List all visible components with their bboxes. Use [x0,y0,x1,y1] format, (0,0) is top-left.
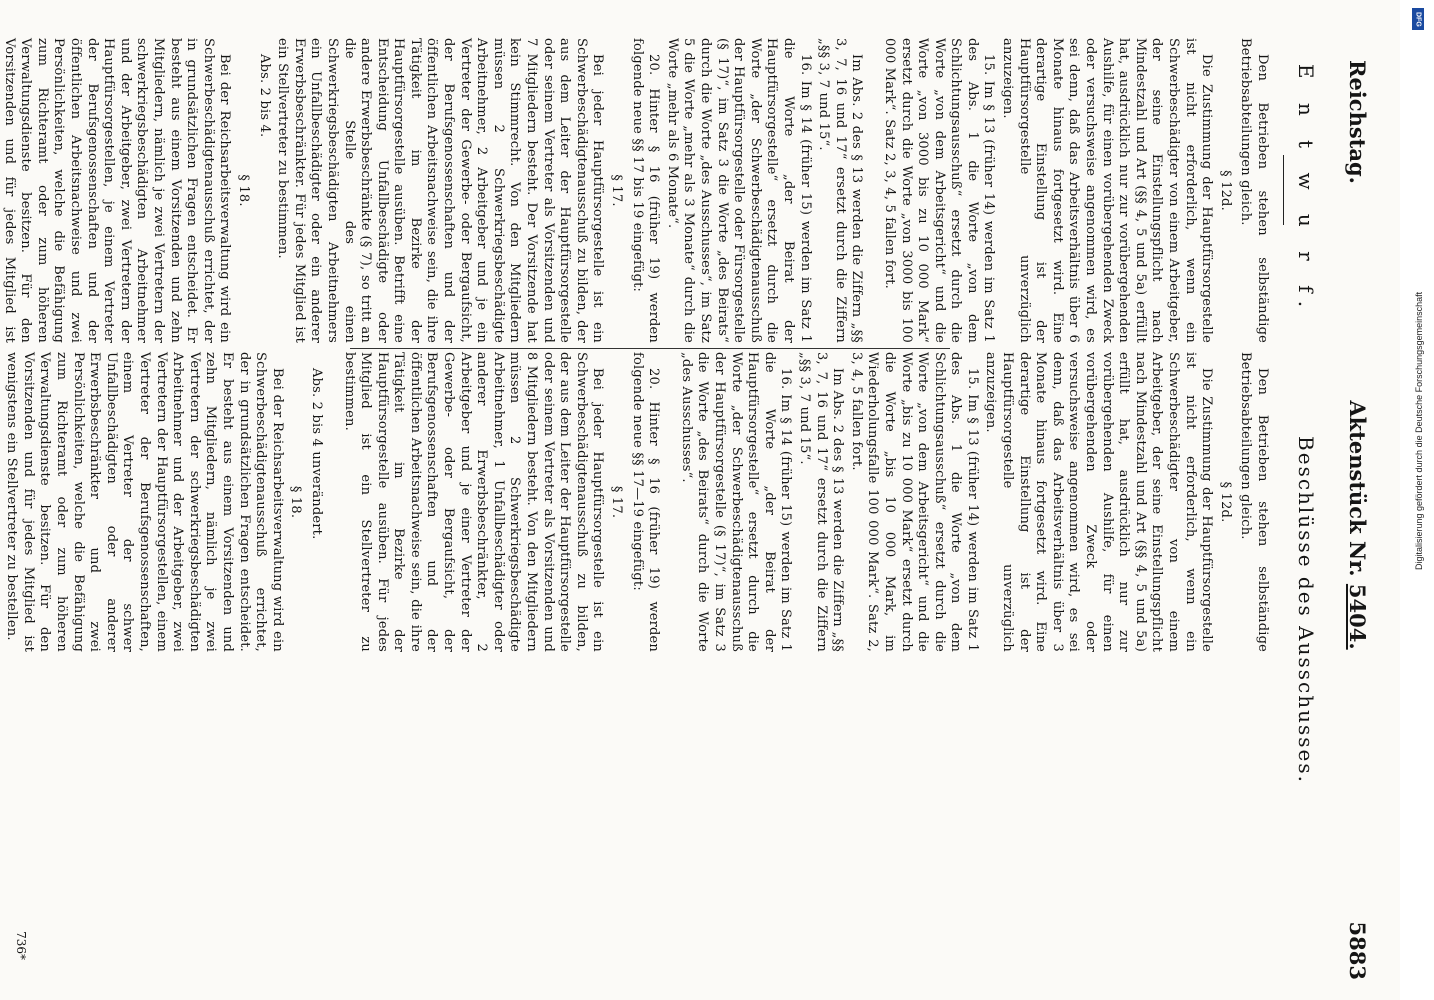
rotated-page [1,0,1380,1000]
spacer [661,352,675,652]
credit-text: Digitalisierung gefördert durch die Deutsche Forschungsgemeinschaft [1414,291,1424,570]
right-section-heading: § 17. [609,485,625,519]
header-center-prefix: Aktenstück Nr. [1345,400,1370,577]
right-paragraph: Im Abs. 2 des § 13 werden die Ziffern „§§ 3, 7, 16 und 17“ ersetzt durch die Ziffern „§§ 3, 7 und 15“. [796,352,846,652]
left-column-heading: E n t w u r f. [1294,63,1318,317]
left-paragraph: Den Betrieben stehen selbständige Betriebsabteilungen gleich. [1238,38,1270,343]
left-column [0,38,1270,343]
spacer [324,352,338,652]
right-paragraph [0,352,1,652]
digitization-credit [1400,0,1434,1000]
column-divider [350,348,950,349]
left-paragraph: Im Abs. 2 des § 13 werden die Ziffern „§§ 3, 7, 16 und 17“ ersetzt durch die Ziffern „§§ 3, 7 und 15“. [816,38,865,343]
right-paragraph: Bei der Reichsarbeitsverwaltung wird ein Schwerbeschädigtenausschuß errichtet, der in grundsätzlichen Fragen entscheidet. Er besteht aus einem Vorsitzenden und zehn Mitgliedern, nämlich je zwei Vertretern der schwerkriegsbeschädigten Arbeitnehmer und der Arbeitgeber, zwei Vertretern der Hauptfürsorgestellen, einem Vertreter der Berufsgenossenschaften, einem Vertreter der schwer Unfallbeschädigten oder anderer Erwerbsbeschränkter und zwei Persönlichkeiten, welche die Befähigung zum Richteramt oder zum höheren Verwaltungsdienste besitzen. Für den Vorsitzenden und für jedes Mitglied ist wenigstens ein Stellvertreter zu bestellen. [4,352,285,652]
right-paragraph: Die Zustimmung der Hauptfürsorgestelle ist nicht erforderlich, wenn ein Schwerbeschädigter von einem Arbeitgeber, der seine Einstellungspflicht nach Mindestzahl und Art (§§ 4, 5 und 5a) erfüllt hat, ausdrücklich nur zur vorübergehenden Aushilfe, für einen vorübergehenden Zweck oder versuchsweise angenommen wird, es sei denn, daß das Arbeitsverhältnis über 3 Monate hinaus fortgesetzt wird. Eine derartige Einstellung ist der Hauptfürsorgestelle unverzüglich anzuzeigen. [983,352,1215,652]
page-number: 5883 [1345,921,1370,980]
header-center [1340,360,1370,690]
left-paragraph: Bei jeder Hauptfürsorgestelle ist ein Schwerbeschädigtenausschuß zu bilden, der aus dem Leiter der Hauptfürsorgestelle oder seinem Vertreter als Vorsitzenden und 7 Mitgliedern besteht. Der Vorsitzende hat kein Stimmrecht. Von den Mitgliedern müssen 2 Schwerkriegsbeschädigte Arbeitnehmer, 2 Arbeitgeber und je ein Vertreter der Gewerbe- oder Bergaufsicht, der Berufsgenossenschaften und der öffentlichen Arbeitsnachweise sein, die ihre Tätigkeit im Bezirke der Hauptfürsorgestelle ausüben. Betrifft eine Entscheidung Unfallbeschädigte oder andere Erwerbsbeschränkte (§ 7), so tritt an die Stelle des einen Schwerkriegsbeschädigten Arbeitnehmers ein Unfallbeschädigter oder ein anderer Erwerbsbeschränkter. Für jedes Mitglied ist ein Stellvertreter zu bestimmen. [275,38,606,343]
right-paragraph: Abs. 2 bis 4 unverändert. [308,368,324,540]
left-paragraph: 16. Im § 14 (früher 15) werden im Satz 1 die Worte „der Beirat der Hauptfürsorgestelle“ ersetzt durch die Worte „der Schwerbeschädigtenausschuß der Hauptfürsorgestelle oder Fürsorgestelle (§ 17)“, im Satz 3 die Worte „des Beirats“ durch die Worte „des Ausschusses“, im Satz 5 die Worte „mehr als 3 Monate“ durch die Worte „mehr als 6 Monate“. [664,38,813,343]
right-paragraph: 16. Im § 14 (früher 15) werden im Satz 1 die Worte „der Beirat der Hauptfürsorgestelle“ ersetzt durch die Worte „der Schwerbeschädigtenausschuß der Hauptfürsorgestelle (§ 17)“, im Satz 3 die Worte „des Beirats“ durch die Worte „des Ausschusses“. [678,352,794,652]
header-center-number: 5404. [1345,583,1370,650]
left-section-heading: § 18. [235,174,251,207]
right-paragraph: Den Betrieben stehen selbständige Betriebsabteilungen gleich. [1238,352,1270,652]
right-paragraph: 20. Hinter § 16 (früher 19) werden folgende neue §§ 17—19 eingefügt: [629,352,662,652]
right-section-heading: § 18. [288,485,304,519]
right-paragraph: 15. Im § 13 (früher 14) werden im Satz 1 des Abs. 1 die Worte „von dem Schlichtungsausschuß“ ersetzt durch die Worte „von dem Arbeitsgericht“ und die Worte „bis zu 10 000 Mark“ ersetzt durch die Worte „bis 10 000 Mark, im Wiederholungsfalle 100 000 Mark“. Satz 2, 3, 4, 5 fallen fort. [848,352,980,652]
left-paragraph: Abs. 2 bis 4. [256,54,272,138]
header-left: Reichstag. [1345,60,1370,184]
heading-rule [1283,155,1284,225]
left-paragraph: 20. Hinter § 16 (früher 19) werden folgende neue §§ 17 bis 19 eingefügt: [629,38,662,343]
left-paragraph: Bei der Reichsarbeitsverwaltung wird ein Schwerbeschädigtenausschuß errichtet, der in grundsätzlichen Fragen entscheidet. Er besteht aus einem Vorsitzenden und zehn Mitgliedern, nämlich je zwei Vertretern der schwerkriegsbeschädigten Arbeitnehmer und der Arbeitgeber, zwei Vertretern der Hauptfürsorgestellen, je einem Vertreter der Berufsgenossenschaften und der öffentlichen Arbeitsnachweise und zwei Persönlichkeiten, welche die Befähigung zum Richteramt oder zum höheren Verwaltungsdienste besitzen. Für den Vorsitzenden und für jedes Mitglied ist [1,38,233,343]
left-section-heading: § 12d. [1217,170,1233,211]
left-section-heading: § 17. [609,174,625,207]
right-section-heading: § 12d. [1217,481,1233,523]
footer-page-note: 736* [14,931,28,960]
dfg-logo: DFG [1412,8,1424,30]
right-paragraph: Bei jeder Hauptfürsorgestelle ist ein Schwerbeschädigtenausschuß zu bilden, der aus dem Leiter der Hauptfürsorgestelle oder seinem Vertreter als Vorsitzenden und 8 Mitgliedern besteht. Von den Mitgliedern müssen 2 Schwerkriegsbeschädigte Arbeitnehmer, 1 Unfallbeschädigter oder anderer Erwerbsbeschränkter, 2 Arbeitgeber und je einer Vertreter der Gewerbe- oder Bergaufsicht, der Berufsgenossenschaften und der öffentlichen Arbeitsnachweise sein, die ihre Tätigkeit im Bezirke der Hauptfürsorgestelle ausüben. Für jedes Mitglied ist ein Stellvertreter zu bestimmen. [341,352,606,652]
spacer [864,38,878,343]
right-column [0,352,1270,652]
left-paragraph: Die Zustimmung der Hauptfürsorgestelle ist nicht erforderlich, wenn ein Schwerbeschädigter von einem Arbeitgeber, der seine Einstellungspflicht nach Mindestzahl und Art (§§ 4, 5 und 5a) erfüllt hat, ausdrücklich nur zur vorübergehenden Aushilfe, für einen vorübergehenden Zweck oder versuchsweise angenommen wird, es sei denn, daß das Arbeitsverhältnis über 6 Monate hinaus fortgesetzt wird. Eine derartige Einstellung ist der Hauptfürsorgestelle unverzüglich anzuzeigen. [1000,38,1215,343]
right-column-heading: Beschlüsse des Ausschusses. [1294,436,1318,784]
left-paragraph: 15. Im § 13 (früher 14) werden im Satz 1 des Abs. 1 die Worte „von dem Schlichtungsausschuß“ ersetzt durch die Worte „von dem Arbeitsgericht“ und die Worte „von 3000 bis zu 10 000 Mark“ ersetzt durch die Worte „von 3000 bis 100 000 Mark“. Satz 2, 3, 4, 5 fallen fort. [881,38,997,343]
